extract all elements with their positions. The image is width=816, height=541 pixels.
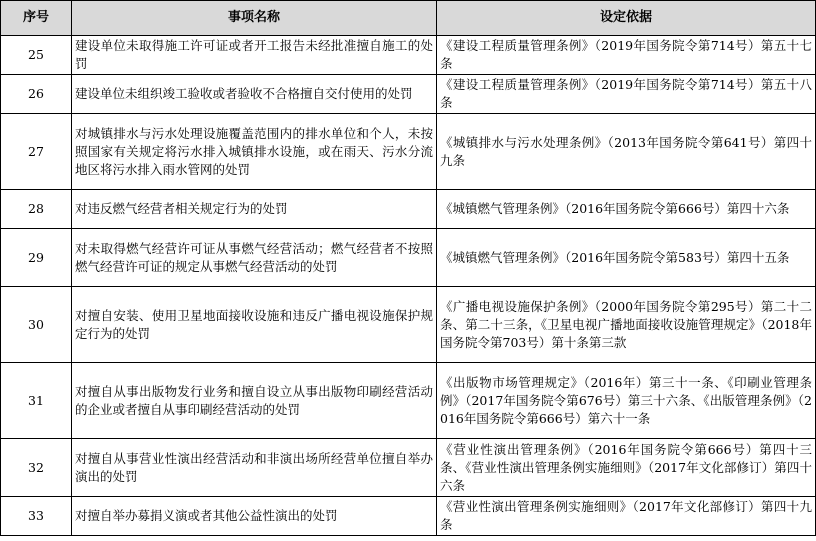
row-no: 27 [1, 114, 72, 190]
row-basis: 《出版物市场管理规定》（2016年）第三十一条、《印刷业管理条例》（2017年国务院令第676号）第三十六条、《出版管理条例》（2016年国务院令第666号）第六十一条 [437, 363, 816, 439]
row-no: 29 [1, 229, 72, 287]
row-basis: 《建设工程质量管理条例》（2019年国务院令第714号）第五十七条 [437, 36, 816, 75]
row-name: 对未取得燃气经营许可证从事燃气经营活动；燃气经营者不按照燃气经营许可证的规定从事燃气经营活动的处罚 [72, 229, 437, 287]
table-row [1, 114, 816, 190]
table-row [1, 75, 816, 114]
row-name: 对违反燃气经营者相关规定行为的处罚 [72, 190, 437, 229]
header-name: 事项名称 [72, 1, 437, 36]
table-row [1, 363, 816, 439]
table-row [1, 287, 816, 363]
row-basis: 《广播电视设施保护条例》（2000年国务院令第295号）第二十二条、第二十三条，《卫星电视广播地面接收设施管理规定》（2018年国务院令第703号）第十条第三款 [437, 287, 816, 363]
row-basis: 《建设工程质量管理条例》（2019年国务院令第714号）第五十八条 [437, 75, 816, 114]
row-basis: 《营业性演出管理条例》（2016年国务院令第666号）第四十三条、《营业性演出管理条例实施细则》（2017年文化部修订）第四十六条 [437, 439, 816, 497]
row-name: 对擅自从事出版物发行业务和擅自设立从事出版物印刷经营活动的企业或者擅自从事印刷经营活动的处罚 [72, 363, 437, 439]
table-row [1, 229, 816, 287]
table-row [1, 497, 816, 536]
row-basis: 《城镇排水与污水处理条例》（2013年国务院令第641号）第四十九条 [437, 114, 816, 190]
row-name: 建设单位未取得施工许可证或者开工报告未经批准擅自施工的处罚 [72, 36, 437, 75]
table-row [1, 439, 816, 497]
table-row [1, 36, 816, 75]
row-name: 对擅自安装、使用卫星地面接收设施和违反广播电视设施保护规定行为的处罚 [72, 287, 437, 363]
row-name: 对擅自举办募捐义演或者其他公益性演出的处罚 [72, 497, 437, 536]
header-row [1, 1, 816, 36]
row-no: 28 [1, 190, 72, 229]
row-no: 25 [1, 36, 72, 75]
row-no: 26 [1, 75, 72, 114]
row-no: 31 [1, 363, 72, 439]
row-basis: 《营业性演出管理条例实施细则》（2017年文化部修订）第四十九条 [437, 497, 816, 536]
row-name: 对擅自从事营业性演出经营活动和非演出场所经营单位擅自举办演出的处罚 [72, 439, 437, 497]
row-basis: 《城镇燃气管理条例》（2016年国务院令第583号）第四十五条 [437, 229, 816, 287]
header-no: 序号 [1, 1, 72, 36]
row-name: 对城镇排水与污水处理设施覆盖范围内的排水单位和个人，未按照国家有关规定将污水排入城镇排水设施，或在雨天、污水分流地区将污水排入雨水管网的处罚 [72, 114, 437, 190]
table-row [1, 190, 816, 229]
row-no: 30 [1, 287, 72, 363]
row-basis: 《城镇燃气管理条例》（2016年国务院令第666号）第四十六条 [437, 190, 816, 229]
header-basis: 设定依据 [437, 1, 816, 36]
row-name: 建设单位未组织竣工验收或者验收不合格擅自交付使用的处罚 [72, 75, 437, 114]
row-no: 32 [1, 439, 72, 497]
row-no: 33 [1, 497, 72, 536]
